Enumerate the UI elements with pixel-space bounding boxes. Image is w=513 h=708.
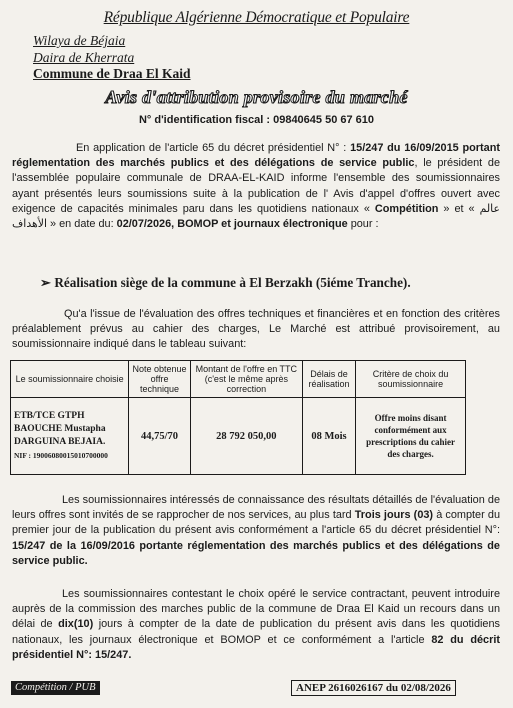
table-header: Le soumissionnaire choisie [11, 361, 129, 398]
results-text-2: à compter du premier jour de la publication du présent avis conformément a l'article 65 du décret présidentiel N°: [12, 509, 501, 537]
appeal-text-2: jours à compter de la date de publication du présent avis dans les quotidiens nationaux, les journaux électronique et BOMOP et ce conformément a l'article [12, 618, 500, 646]
intro-text-1: En application de l'article 65 du décret présidentiel N° : [76, 142, 351, 154]
bidder-cell [11, 398, 129, 475]
amount-cell: 28 792 050,00 [190, 398, 302, 475]
table-header: Montant de l'offre en TTC (c'est le même après correction [190, 361, 302, 398]
project-name: Réalisation siège de la commune à El Berzakh (5iéme Tranche). [54, 275, 411, 290]
intro-text-2: , le président de l'assemblée populaire communale de DRAA-EL-KAID informe l'ensemble des soumissionnaires ayant présentés leurs soumissions suite à la publication de l' Avis d'appel d'offres ouvert avec exigence de capacités minimales paru dans les quotidiens nationaux « [12, 157, 501, 215]
table-row [11, 398, 466, 475]
page-title: Avis d'attribution provisoire du marché [105, 87, 408, 107]
award-table [10, 360, 466, 475]
delay-cell: 08 Mois [302, 398, 355, 475]
appeal-decree: 82 du décrit présidentiel N°: 15/247. [12, 633, 500, 661]
table-header: Délais de réalisation [302, 361, 355, 398]
bidder-line: BAOUCHE Mustapha [14, 424, 106, 434]
bullet-arrow-icon: ➢ [40, 275, 55, 290]
bidder-line: ETB/TCE GTPH [14, 411, 85, 421]
results-text-1: Les soumissionnaires intéressés de connaissance des résultats détaillés de l'évaluation de leurs offres sont invités de se rapprocher de nos services, au plus tard [12, 494, 500, 522]
results-paragraph [12, 493, 500, 569]
project-line [40, 275, 411, 291]
results-deadline: Trois jours (03) [354, 509, 434, 522]
daira-line: Daira de Kherrata [33, 50, 135, 65]
technical-score-cell: 44,75/70 [129, 398, 191, 475]
publication-label: Compétition / PUB [11, 681, 100, 695]
intro-text-4: pour : [347, 218, 379, 231]
commune-line: Commune de Draa El Kaid [33, 66, 191, 81]
intro-paragraph [12, 141, 500, 232]
intro-newspaper-1: Compétition [374, 202, 439, 215]
bidder-line: DARGUINA BEJAIA. [14, 437, 106, 447]
appeal-paragraph [12, 587, 500, 663]
results-decree: 15/247 de la 16/09/2016 portante réglementation des marchés publics et des délégations de service public. [12, 539, 500, 567]
fiscal-id: N° d'identification fiscal : 09840645 50 67 610 [138, 114, 375, 126]
bidder-nif: NIF : 19006080015010700000 [14, 451, 108, 460]
republic-heading: République Algérienne Démocratique et Populaire [103, 9, 410, 26]
intro-decree: 15/247 du 16/09/2015 portant réglementation des marchés publics et des délégations de service public [12, 142, 500, 170]
criteria-cell: Offre moins disant conformément aux prescriptions du cahier des charges. [356, 398, 466, 475]
intro-date: 02/07/2026, BOMOP et journaux électronique [116, 218, 348, 231]
appeal-period: dix(10) [58, 618, 94, 631]
wilaya-line: Wilaya de Béjaia [33, 33, 126, 48]
appeal-text-1: Les soumissionnaires contestant le choix opéré le service contractant, peuvent introduire auprès de la commission des marches public de la commune de Draa El Kaid un recours dans un délai de [12, 588, 500, 631]
table-header: Critère de choix du soumissionnaire [356, 361, 466, 398]
evaluation-paragraph: Qu'a l'issue de l'évaluation des offres techniques et financières et en fonction des critères préalablement prévus au cahier des charges, Le Marché est attribué provisoirement, au soumissionnaire indiqué dans le tableau suivant: [12, 308, 500, 351]
table-header-row [11, 361, 466, 398]
table-header: Note obtenue offre technique [129, 361, 191, 398]
anep-reference: ANEP 2616026167 du 02/08/2026 [291, 680, 456, 696]
intro-text-3: » et « عالم الأهداف » en date du: [12, 202, 500, 231]
